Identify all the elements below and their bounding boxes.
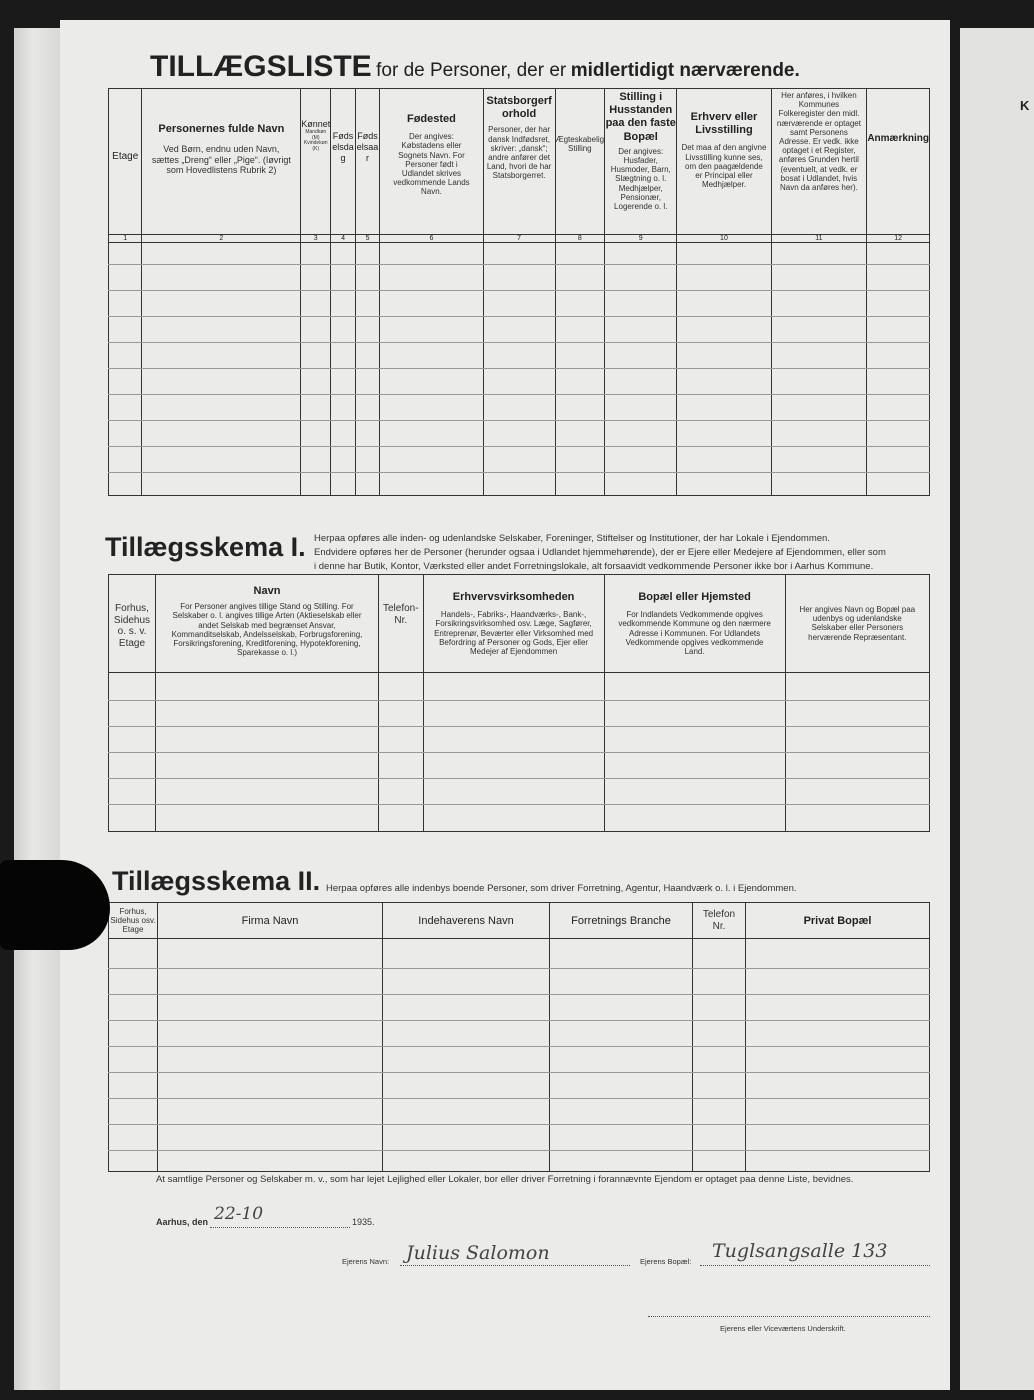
owner-name-handwritten[interactable]: Julius Salomon xyxy=(406,1242,550,1264)
year-label: 1935. xyxy=(352,1217,375,1227)
skema1-table xyxy=(108,574,930,832)
owner-address-label: Ejerens Bopæl: xyxy=(640,1257,692,1266)
skema2-table xyxy=(108,902,930,1172)
main-table xyxy=(108,88,930,496)
col-erhverv: Erhverv eller Livsstilling Det maa af den angivne Livsstilling kunne ses, om den paagældende er Principal eller Medhjælper. xyxy=(677,89,771,235)
skema2-col-firma: Firma Navn xyxy=(158,903,383,939)
skema1-col-navn: Navn For Personer angives tillige Stand og Stilling. For Selskaber o. l. angives tillige Arten (Aktieselskab eller andet Selskab med begrænset Ansvar, Kommanditselskab, Andelsselskab, Forbrugsforening, Forsikringsforening, Kreditforening, Hypotekforening, Sparekasse o. l.) xyxy=(156,575,379,673)
date-handwritten[interactable]: 22-10 xyxy=(214,1204,264,1224)
column-numbers: 1 2 3 4 5 6 7 8 9 10 11 12 xyxy=(109,235,930,243)
main-table-header xyxy=(109,89,930,235)
owner-name-label: Ejerens Navn: xyxy=(342,1257,390,1266)
adjacent-page-fragment: K xyxy=(1020,98,1030,113)
skema1-header xyxy=(109,575,930,673)
skema1-col-repraesentant: Her angives Navn og Bopæl paa udenbys og udenlandske Selskaber eller Personers herværende Repræsentant. xyxy=(785,575,929,673)
skema2-title: Tillægsskema II. xyxy=(112,866,321,896)
page-title xyxy=(150,50,800,84)
skema2-col-bopael: Privat Bopæl xyxy=(746,903,930,939)
col-anmaerkning: Anmærkning xyxy=(867,89,930,235)
place-label: Aarhus, den xyxy=(156,1217,209,1227)
col-etage: Etage xyxy=(109,89,142,235)
form-page xyxy=(60,20,950,1390)
col-statsborger: Statsborgerforhold Personer, der har dansk Indfødsret, skriver: „dansk“; andre anfører det Land, hvori de har Statsborgerret. xyxy=(483,89,555,235)
col-foedested: Fødested Der angives: Købstadens eller Sognets Navn. For Personer født i Udlandet skrives vedkommende Lands Navn. xyxy=(380,89,483,235)
certification-text: At samtlige Personer og Selskaber m. v., som har lejet Lejlighed eller Lokaler, bor eller driver Forretning i forannævnte Ejendom er optaget paa denne Liste, bevidnes. xyxy=(156,1174,854,1185)
skema1-intro: Herpaa opføres alle inden- og udenlandske Selskaber, Foreninger, Stiftelser og Institutioner, der har Lokale i Ejendommen. Endvidere opføres her de Personer (herunder ogsaa i Udlandet hjemmehørende), der er Ejere eller Medejere af Ejendommen, eller som i denne har Butik, Kontor, Værksted eller andet Forretningslokale, alt forsaavidt vedkommende Personer ikke bor i Aarhus Kommune. xyxy=(314,533,886,572)
col-adresse: Her anføres, i hvilken Kommunes Folkeregister den midl. nærværende er optaget samt Personens Adresse. Er vedk. ikke optaget i et Register, anføres Grunden hertil (eventuelt, at vedk. er bosat i Udlandet, hvis Navn da anføres her). xyxy=(771,89,867,235)
col-husstand: Stilling i Husstanden paa den faste Bopæl Der angives: Husfader, Husmoder, Barn, Slægtning o. l. Medhjælper, Pensionær, Logerende o. l. xyxy=(605,89,677,235)
title-main: TILLÆGSLISTE xyxy=(150,50,372,83)
col-foedselsdag: Fødselsdag xyxy=(331,89,356,235)
signature-label: Ejerens eller Viceværtens Underskrift. xyxy=(720,1324,846,1333)
adjacent-page xyxy=(960,28,1034,1390)
skema1-col-telefon: Telefon-Nr. xyxy=(379,575,424,673)
title-rest: for de Personer, der er xyxy=(376,60,567,81)
col-aegteskab: Ægteskabelig Stilling xyxy=(555,89,604,235)
skema1-col-erhverv: Erhvervsvirksomheden Handels-, Fabriks-, Haandværks-, Bank-, Forsikringsvirksomhed osv. Læge, Sagfører, Entreprenør, Beværter eller Virksomhed med Befordring af Personer og Gods, Ejer eller Medejer af Ejendommen xyxy=(423,575,604,673)
skema1-col-etage: Forhus, Sidehus o. s. v. Etage xyxy=(109,575,156,673)
title-bold: midlertidigt nærværende. xyxy=(570,60,800,81)
skema2-header xyxy=(109,903,930,939)
owner-address-handwritten[interactable]: Tuglsangsalle 133 xyxy=(712,1240,888,1262)
main-table-body[interactable] xyxy=(109,243,930,496)
book-spine xyxy=(14,28,62,1390)
skema2-col-telefon: Telefon Nr. xyxy=(693,903,746,939)
col-koennet: Kønnet Mandkøn (M) Kvindekøn (K) xyxy=(301,89,331,235)
skema2-intro: Herpaa opføres alle indenbys boende Personer, som driver Forretning, Agentur, Haandværk o. l. i Ejendommen. xyxy=(326,883,797,894)
skema2-col-branche: Forretnings Branche xyxy=(550,903,693,939)
skema2-body[interactable] xyxy=(109,939,930,1172)
skema1-title: Tillægsskema I. xyxy=(105,532,306,562)
skema2-col-etage: Forhus, Sidehus osv. Etage xyxy=(109,903,158,939)
col-navn: Personernes fulde Navn Ved Børn, endnu uden Navn, sættes „Dreng“ eller „Pige“. (Iøvrigt som Hovedlistens Rubrik 2) xyxy=(142,89,301,235)
thumb-shadow xyxy=(0,860,110,950)
skema1-col-bopael: Bopæl eller Hjemsted For Indlandets Vedkommende opgives vedkommende Kommune og den nærmere Adresse i Kommunen. For Udlandets Vedkommende opgives vedkommende Land. xyxy=(604,575,785,673)
skema2-col-indehaver: Indehaverens Navn xyxy=(383,903,550,939)
col-foedselsaar: Fødselsaar xyxy=(355,89,380,235)
